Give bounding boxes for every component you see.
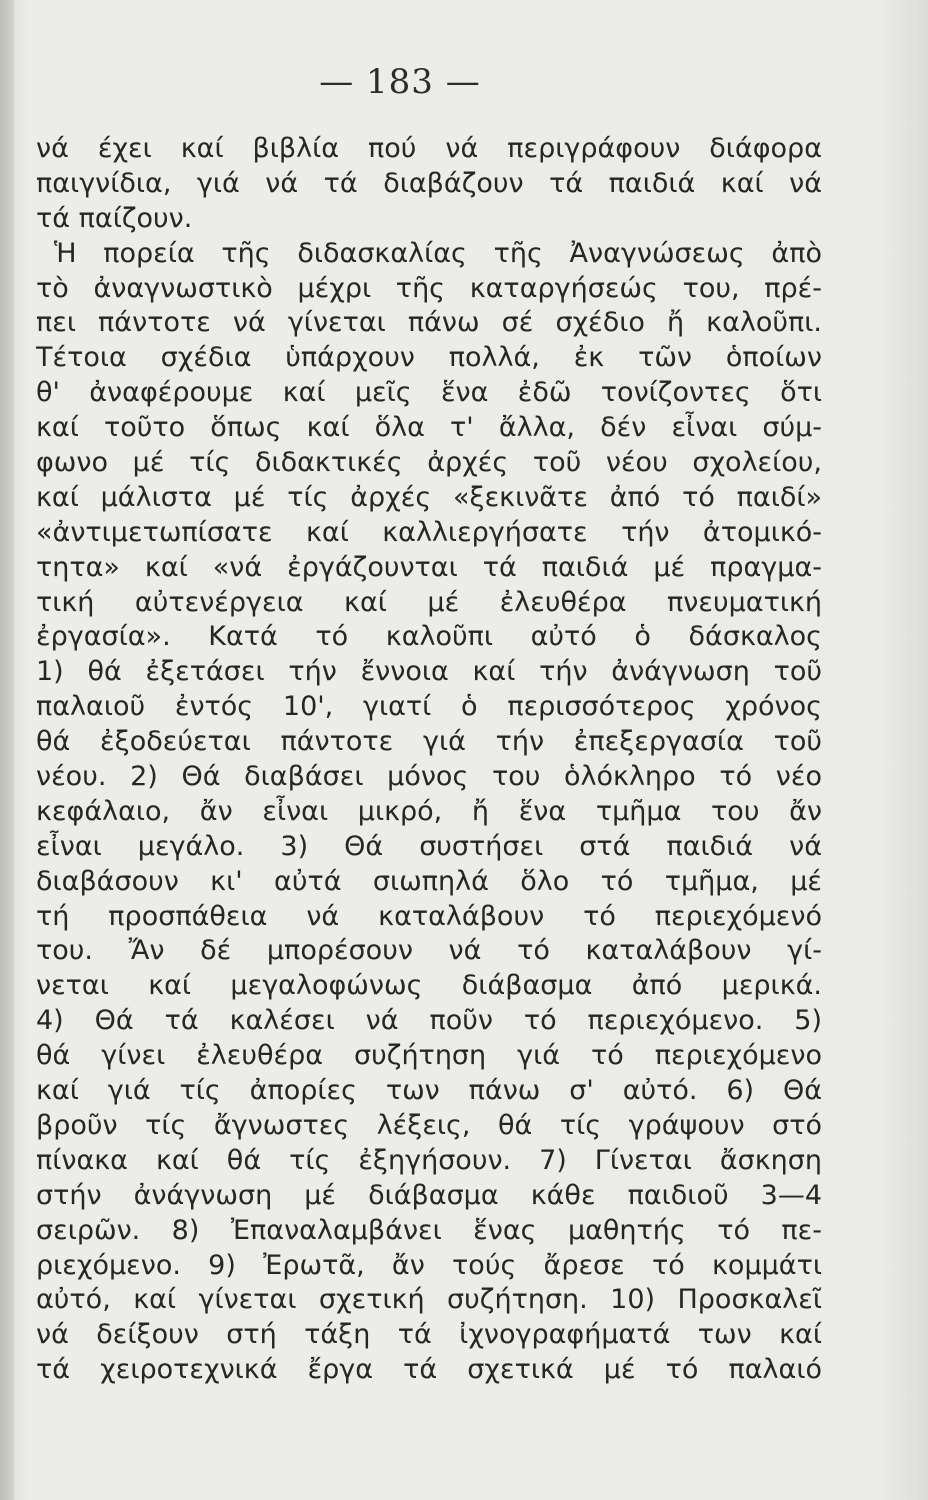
text-line: νά έχει καί βιβλία πού νά περιγράφουν διάφορα bbox=[36, 133, 822, 164]
text-line: στήν ἀνάγνωση μέ διάβασμα κάθε παιδιοῦ 3—4 bbox=[36, 1179, 822, 1211]
text-line: αὐτό, καί γίνεται σχετική συζήτηση. 10) Προσκαλεῖ bbox=[36, 1284, 822, 1316]
text-line: θά ἐξοδεύεται πάντοτε γιά τήν ἐπεξεργασία τοῦ bbox=[36, 726, 822, 758]
text-line: Τέτοια σχέδια ὑπάρχουν πολλά, ἐκ τῶν ὁποίων bbox=[36, 342, 822, 374]
text-line: νεται καί μεγαλοφώνως διάβασμα ἀπό μερικά. bbox=[36, 970, 822, 1002]
text-line: νέου. 2) Θά διαβάσει μόνος του ὁλόκληρο τό νέο bbox=[36, 761, 822, 793]
text-line: θ' ἀναφέρουμε καί μεῖς ἕνα ἐδῶ τονίζοντες ὅτι bbox=[36, 377, 822, 409]
text-line: τητα» καί «νά ἐργάζουνται τά παιδιά μέ πραγμα- bbox=[36, 551, 822, 583]
text-line: θά γίνει ἐλευθέρα συζήτηση γιά τό περιεχόμενο bbox=[36, 1040, 822, 1072]
text-line: τή προσπάθεια νά καταλάβουν τό περιεχόμενό bbox=[36, 900, 822, 932]
body-text bbox=[36, 132, 822, 1388]
text-line: πει πάντοτε νά γίνεται πάνω σέ σχέδιο ἤ καλοῦπι. bbox=[36, 307, 822, 339]
page-number: — 183 — bbox=[319, 62, 481, 102]
text-line: 4) Θά τά καλέσει νά ποῦν τό περιεχόμενο. 5) bbox=[36, 1005, 822, 1037]
text-line: τὸ ἀναγνωστικὸ μέχρι τῆς καταργήσεώς του, πρέ- bbox=[36, 272, 822, 304]
page-binding-edge bbox=[0, 0, 14, 1500]
text-line: φωνο μέ τίς διδακτικές ἀρχές τοῦ νέου σχολείου, bbox=[36, 447, 822, 479]
text-line: παλαιοῦ ἐντός 10', γιατί ὁ περισσότερος χρόνος bbox=[36, 691, 822, 723]
text-line: τά παίζουν. bbox=[36, 202, 193, 234]
text-line: καί μάλιστα μέ τίς ἀρχές «ξεκινᾶτε ἀπό τό παιδί» bbox=[36, 481, 822, 513]
text-line: Ἡ πορεία τῆς διδασκαλίας τῆς Ἀναγνώσεως ἀπὸ bbox=[54, 237, 822, 269]
text-line: πίνακα καί θά τίς ἐξηγήσουν. 7) Γίνεται ἄσκηση bbox=[36, 1144, 822, 1176]
text-line: καί τοῦτο ὅπως καί ὅλα τ' ἄλλα, δέν εἶναι σύμ- bbox=[36, 412, 822, 444]
text-line: ριεχόμενο. 9) Ἐρωτᾶ, ἄν τούς ἄρεσε τό κομμάτι bbox=[36, 1249, 822, 1281]
text-line: 1) θά ἐξετάσει τήν ἔννοια καί τήν ἀνάγνωση τοῦ bbox=[36, 656, 822, 688]
text-line: καί γιά τίς ἀπορίες των πάνω σ' αὐτό. 6) Θά bbox=[36, 1075, 822, 1107]
text-line: τική αὐτενέργεια καί μέ ἐλευθέρα πνευματική bbox=[36, 586, 822, 618]
text-line: ἐργασία». Κατά τό καλοῦπι αὐτό ὁ δάσκαλος bbox=[36, 621, 822, 653]
text-line: κεφάλαιο, ἄν εἶναι μικρό, ἤ ἕνα τμῆμα του ἄν bbox=[36, 795, 822, 827]
text-line: εἶναι μεγάλο. 3) Θά συστήσει στά παιδιά νά bbox=[36, 830, 822, 862]
text-line: «ἀντιμετωπίσατε καί καλλιεργήσατε τήν ἀτομικό- bbox=[36, 516, 822, 548]
text-line: παιγνίδια, γιά νά τά διαβάζουν τά παιδιά καί νά bbox=[36, 167, 822, 199]
text-line: του. Ἄν δέ μπορέσουν νά τό καταλάβουν γί- bbox=[36, 935, 822, 967]
text-line: τά χειροτεχνικά ἔργα τά σχετικά μέ τό παλαιό bbox=[36, 1354, 822, 1386]
text-line: σειρῶν. 8) Ἐπαναλαμβάνει ἕνας μαθητής τό πε- bbox=[36, 1214, 822, 1246]
text-line: διαβάσουν κι' αὐτά σιωπηλά ὅλο τό τμῆμα, μέ bbox=[36, 865, 822, 897]
text-line: νά δείξουν στή τάξη τά ἰχνογραφήματά των καί bbox=[36, 1319, 822, 1351]
text-line: βροῦν τίς ἄγνωστες λέξεις, θά τίς γράψουν στό bbox=[36, 1109, 822, 1141]
